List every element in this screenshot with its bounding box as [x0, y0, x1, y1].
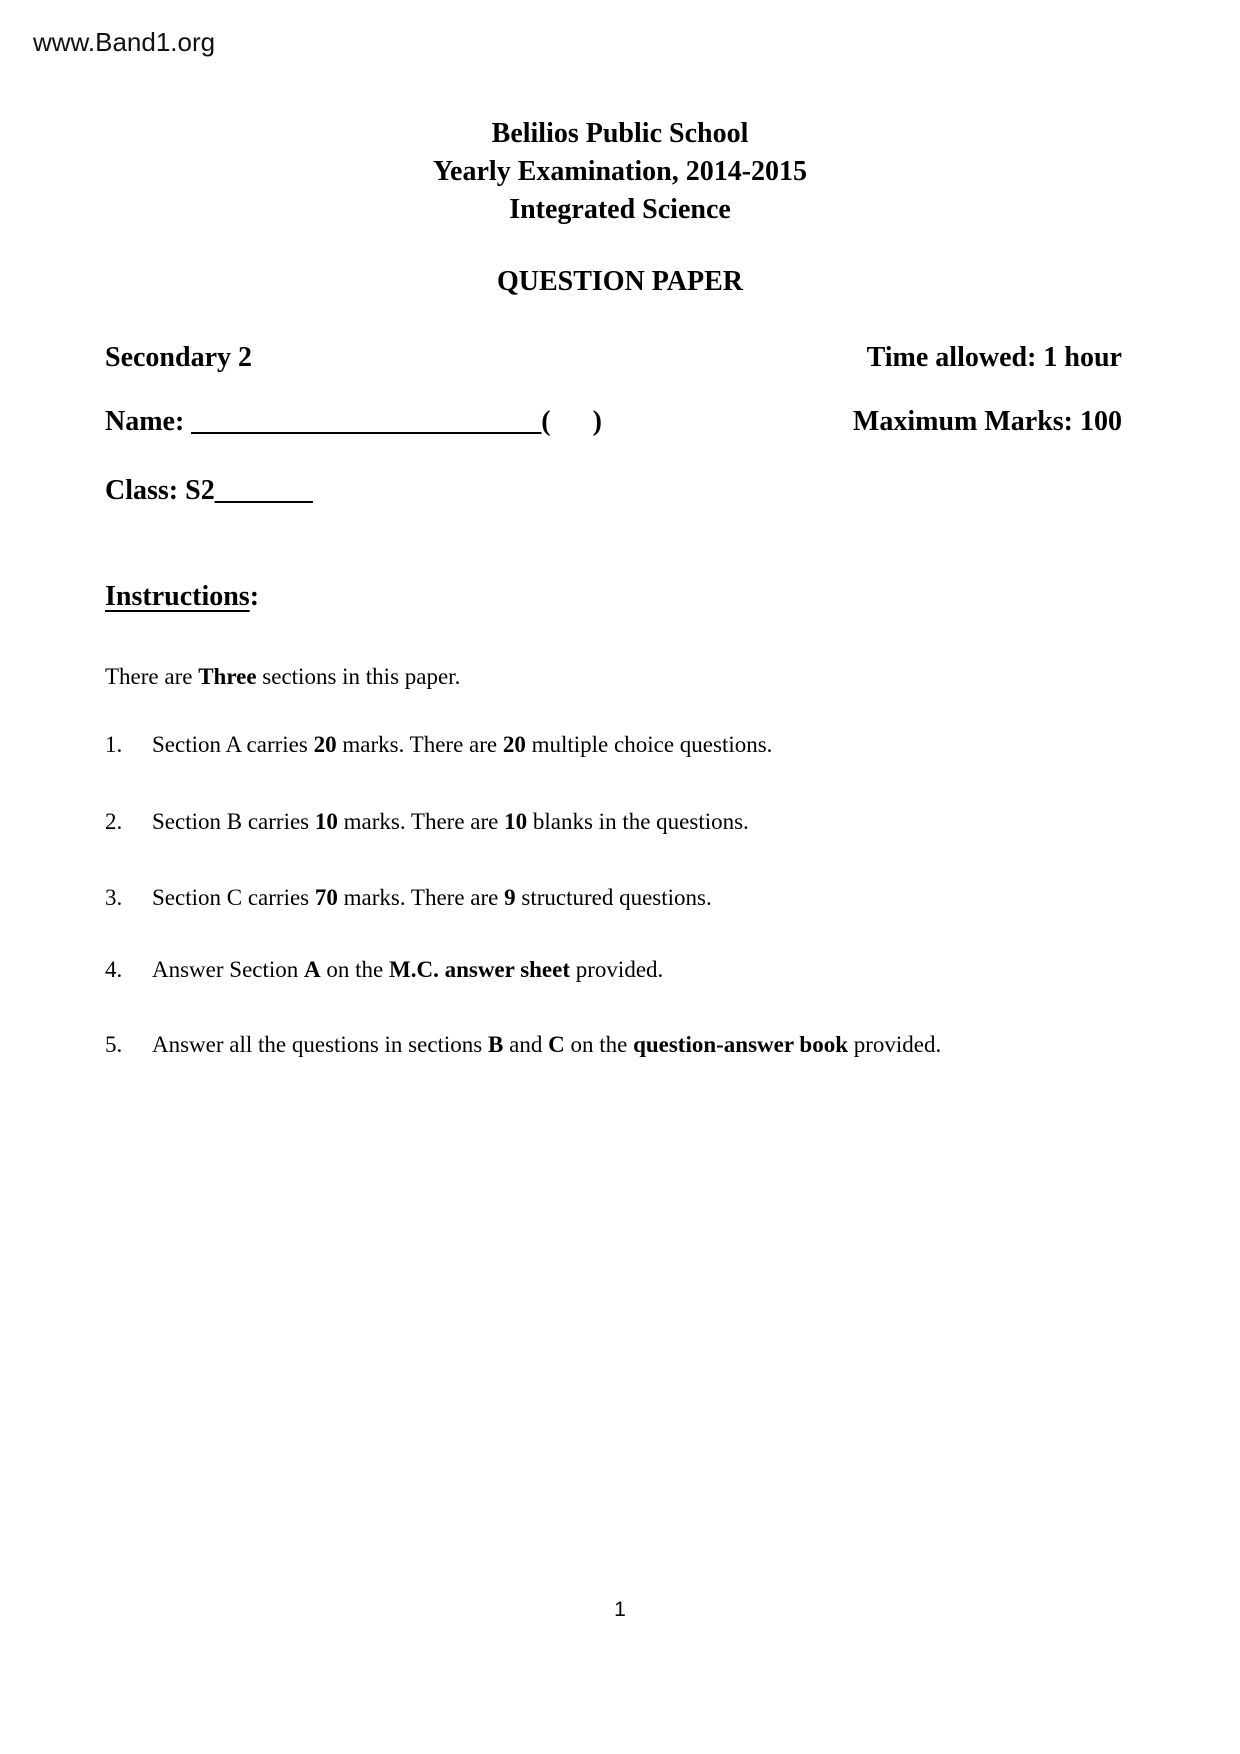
class-number-brackets: ( ) — [541, 406, 602, 437]
text-segment: Answer Section — [152, 957, 305, 982]
text-segment: marks. There are — [336, 732, 503, 757]
text-segment: 20 — [502, 732, 526, 757]
page-number: 1 — [614, 1598, 626, 1621]
text-segment: 10 — [504, 809, 528, 834]
instruction-item — [105, 732, 1180, 758]
instructions-intro — [105, 664, 1180, 690]
instruction-item — [105, 885, 1180, 911]
text-segment: structured questions. — [515, 885, 712, 910]
maximum-marks-label: Maximum Marks: 100 — [852, 406, 1122, 437]
text-segment: 10 — [314, 809, 338, 834]
text-segment: provided. — [848, 1032, 942, 1057]
item-text — [152, 1032, 941, 1058]
text-segment: marks. There are — [337, 809, 505, 834]
text-segment: sections in this paper. — [256, 664, 461, 689]
item-text — [152, 885, 712, 911]
text-segment: A — [304, 957, 321, 982]
instruction-item — [105, 809, 1180, 835]
text-segment: Answer all the questions in sections — [152, 1032, 489, 1057]
text-segment: Three — [198, 664, 257, 689]
text-segment: Section B carries — [152, 809, 315, 834]
item-number: 1. — [105, 732, 123, 757]
text-segment: 70 — [314, 885, 338, 910]
info-row-level — [105, 342, 1122, 374]
text-segment: B — [488, 1032, 504, 1057]
item-number: 5. — [105, 1032, 123, 1057]
instructions-heading-colon: : — [249, 581, 260, 612]
text-segment: provided. — [570, 957, 664, 982]
instruction-item — [105, 1032, 1180, 1058]
item-text — [152, 809, 749, 835]
class-label: Class: S2 — [105, 475, 215, 506]
item-text — [152, 957, 663, 983]
exam-header — [0, 115, 1240, 229]
school-name: Belilios Public School — [491, 118, 749, 149]
paper-type-label: QUESTION PAPER — [496, 266, 744, 297]
name-field — [105, 406, 602, 438]
text-segment: and — [503, 1032, 549, 1057]
info-row-class — [105, 475, 1122, 507]
instruction-item — [105, 957, 1180, 983]
text-segment: marks. There are — [337, 885, 505, 910]
item-text — [152, 732, 772, 758]
text-segment: Section C carries — [152, 885, 315, 910]
text-segment: Section A carries — [152, 732, 314, 757]
text-segment: on the — [320, 957, 390, 982]
name-label: Name: — [105, 406, 185, 437]
text-segment: multiple choice questions. — [525, 732, 773, 757]
text-segment: C — [548, 1032, 565, 1057]
text-segment: on the — [564, 1032, 634, 1057]
info-row-name — [105, 406, 1122, 438]
instructions-heading-text: Instructions — [105, 581, 250, 612]
text-segment: 9 — [504, 885, 516, 910]
text-segment: blanks in the questions. — [527, 809, 749, 834]
text-segment: question-answer book — [633, 1032, 848, 1057]
site-watermark: www.Band1.org — [33, 27, 216, 57]
subject-name: Integrated Science — [509, 194, 731, 225]
name-blank-line: _________________________ — [191, 406, 542, 437]
exam-title: Yearly Examination, 2014-2015 — [432, 156, 808, 187]
class-blank-line: _______ — [214, 475, 313, 506]
time-allowed-label: Time allowed: 1 hour — [866, 342, 1122, 373]
item-number: 3. — [105, 885, 123, 910]
class-level-label: Secondary 2 — [105, 342, 252, 373]
text-segment: There are — [105, 664, 199, 689]
text-segment: 20 — [313, 732, 337, 757]
text-segment: M.C. answer sheet — [389, 957, 571, 982]
item-number: 4. — [105, 957, 123, 982]
instructions-heading — [105, 581, 259, 613]
item-number: 2. — [105, 809, 123, 834]
class-field — [105, 475, 313, 507]
